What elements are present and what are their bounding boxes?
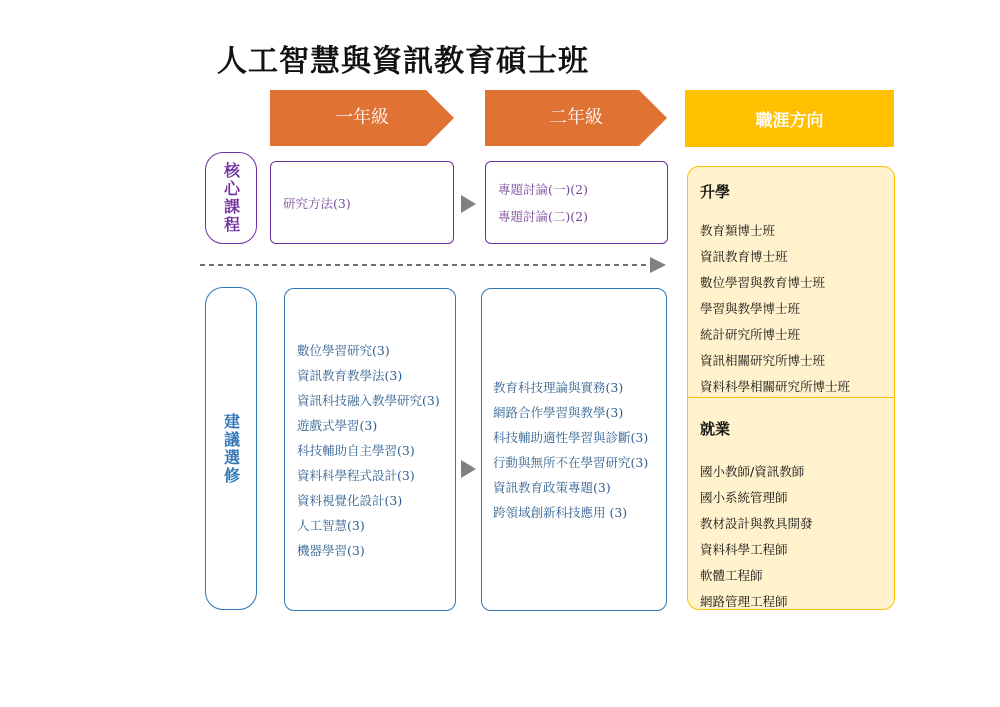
career-divider (688, 397, 894, 398)
course-item: 資訊教育政策專題(3) (493, 480, 611, 495)
list-item: 資訊相關研究所博士班 (700, 353, 826, 368)
course-item: 人工智慧(3) (297, 517, 365, 533)
year1-header-label: 一年級 (335, 107, 389, 128)
core-label-pill (205, 152, 257, 244)
course-item: 科技輔助自主學習(3) (297, 442, 415, 458)
course-item: 資訊教育教學法(3) (297, 367, 403, 383)
list-item: 國小系統管理師 (700, 490, 788, 505)
list-item: 教育類博士班 (700, 223, 776, 238)
list-item: 資料科學工程師 (700, 542, 788, 557)
course-item: 資料視覺化設計(3) (297, 492, 403, 508)
employment-section (700, 418, 813, 610)
list-item: 教材設計與教具開發 (700, 516, 813, 531)
page-title: 人工智慧與資訊教育碩士班 (217, 44, 589, 79)
elective-label: 建議選修 (221, 412, 241, 485)
employment-title: 就業 (700, 420, 731, 438)
list-item: 網路管理工程師 (700, 594, 788, 609)
course-item: 專題討論(一)(2) (498, 182, 588, 197)
course-item: 機器學習(3) (297, 542, 365, 558)
career-header: 職涯方向 (685, 90, 894, 147)
course-item: 數位學習研究(3) (297, 342, 390, 358)
course-item: 資料科學程式設計(3) (297, 467, 415, 483)
core-year2-box (485, 161, 668, 244)
elective-year1-box (284, 288, 456, 611)
year1-header (270, 90, 454, 146)
course-item: 資訊科技融入教學研究(3) (297, 392, 440, 408)
course-item: 教育科技理論與實務(3) (493, 380, 624, 395)
list-item: 統計研究所博士班 (700, 327, 801, 342)
further-study-list (700, 221, 850, 395)
core-year1-box (270, 161, 454, 244)
list-item: 軟體工程師 (700, 568, 763, 583)
elective-year2-box (481, 288, 667, 611)
elective-label-pill (205, 287, 257, 610)
core-label: 核心課程 (221, 162, 241, 234)
year2-header-label: 二年級 (549, 107, 603, 128)
year2-header (485, 90, 667, 146)
list-item: 資訊教育博士班 (700, 249, 788, 264)
arrow-right-icon (461, 460, 476, 478)
course-item: 網路合作學習與教學(3) (493, 405, 624, 420)
further-study-title: 升學 (700, 183, 731, 201)
list-item: 資料科學相關研究所博士班 (700, 379, 851, 394)
course-item: 遊戲式學習(3) (297, 417, 378, 433)
list-item: 國小教師/資訊教師 (700, 464, 805, 479)
career-box (687, 166, 895, 610)
course-item: 專題討論(二)(2) (498, 209, 588, 224)
course-item: 行動與無所不在學習研究(3) (493, 455, 649, 470)
timeline-arrow (198, 256, 670, 274)
course-item: 跨領域創新科技應用 (3) (493, 505, 628, 520)
course-item: 研究方法(3) (283, 195, 351, 211)
list-item: 數位學習與教育博士班 (700, 275, 826, 290)
employment-list (700, 462, 813, 610)
list-item: 學習與教學博士班 (700, 301, 801, 316)
further-study-section (700, 181, 850, 395)
arrow-right-icon (461, 195, 476, 213)
course-item: 科技輔助適性學習與診斷(3) (493, 430, 649, 445)
